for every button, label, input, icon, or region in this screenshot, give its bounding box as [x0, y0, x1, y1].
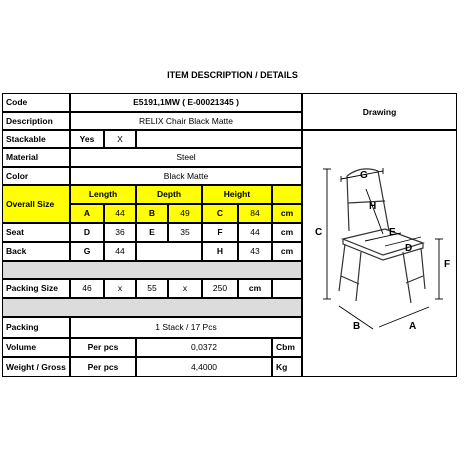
- packing-label: Packing: [2, 317, 70, 338]
- stackable-label: Stackable: [2, 130, 70, 148]
- stackable-empty: [136, 130, 302, 148]
- back-g-value: 44: [104, 242, 136, 261]
- chair-leg-back-left: [339, 244, 345, 291]
- material-value: Steel: [70, 148, 302, 167]
- description-value: RELIX Chair Black Matte: [70, 112, 302, 130]
- drawing-label-a: A: [409, 321, 417, 332]
- depth-header: Depth: [136, 185, 202, 204]
- weight-value: 4,4000: [136, 357, 272, 377]
- volume-unit: Cbm: [272, 338, 302, 357]
- height-header: Height: [202, 185, 272, 204]
- dim-b-letter: B: [136, 204, 168, 223]
- volume-value: 0,0372: [136, 338, 272, 357]
- material-label: Material: [2, 148, 70, 167]
- weight-unit: Kg: [272, 357, 302, 377]
- drawing-label-e: E: [389, 227, 396, 238]
- back-h-letter: H: [202, 242, 238, 261]
- back-unit: cm: [272, 242, 302, 261]
- overall-size-label: Overall Size: [2, 185, 70, 223]
- dim-a-value: 44: [104, 204, 136, 223]
- back-h-value: 43: [238, 242, 272, 261]
- packing-size-v1: 46: [70, 279, 104, 298]
- drawing-label-g: G: [360, 170, 368, 181]
- color-label: Color: [2, 167, 70, 185]
- seat-f-letter: F: [202, 223, 238, 242]
- seat-label: Seat: [2, 223, 70, 242]
- chair-drawing: [303, 131, 456, 376]
- color-value: Black Matte: [70, 167, 302, 185]
- packing-size-x2: x: [168, 279, 202, 298]
- packing-size-x1: x: [104, 279, 136, 298]
- code-value: E5191,1MW ( E-00021345 ): [70, 93, 302, 112]
- chair-leg-brace-1: [341, 276, 359, 284]
- volume-label: Volume: [2, 338, 70, 357]
- packing-size-unit: cm: [238, 279, 272, 298]
- description-label: Description: [2, 112, 70, 130]
- drawing-label-b: B: [353, 321, 361, 332]
- seat-f-value: 44: [238, 223, 272, 242]
- drawing-header: Drawing: [302, 93, 457, 130]
- dim-line-a: [379, 307, 429, 327]
- overall-size-empty: [272, 185, 302, 204]
- packing-size-v2: 55: [136, 279, 168, 298]
- back-label: Back: [2, 242, 70, 261]
- overall-size-unit: cm: [272, 204, 302, 223]
- volume-per: Per pcs: [70, 338, 136, 357]
- stackable-yes: Yes: [70, 130, 104, 148]
- chair-leg-front-left: [356, 252, 361, 301]
- back-empty: [136, 242, 202, 261]
- weight-label: Weight / Gross: [2, 357, 70, 377]
- drawing-label-d: D: [405, 243, 413, 254]
- packing-value: 1 Stack / 17 Pcs: [70, 317, 302, 338]
- drawing-label-h: H: [369, 201, 377, 212]
- dim-b-value: 49: [168, 204, 202, 223]
- seat-e-value: 35: [168, 223, 202, 242]
- drawing-area: [302, 130, 457, 377]
- chair-leg-brace-2: [406, 276, 423, 283]
- weight-per: Per pcs: [70, 357, 136, 377]
- dim-c-value: 84: [238, 204, 272, 223]
- stackable-mark: X: [104, 130, 136, 148]
- seat-d-value: 36: [104, 223, 136, 242]
- dim-c-letter: C: [202, 204, 238, 223]
- drawing-label-f: F: [444, 259, 451, 270]
- seat-unit: cm: [272, 223, 302, 242]
- length-header: Length: [70, 185, 136, 204]
- dim-a-letter: A: [70, 204, 104, 223]
- spacer-row-1: [2, 261, 302, 279]
- chair-leg-front-right: [403, 252, 411, 303]
- seat-e-letter: E: [136, 223, 168, 242]
- back-g-letter: G: [70, 242, 104, 261]
- packing-size-empty: [272, 279, 302, 298]
- seat-d-letter: D: [70, 223, 104, 242]
- spacer-row-2: [2, 298, 302, 317]
- packing-size-v3: 250: [202, 279, 238, 298]
- drawing-label-c: C: [315, 227, 323, 238]
- chair-leg-back-right: [421, 248, 425, 289]
- packing-size-label: Packing Size: [2, 279, 70, 298]
- page-title: ITEM DESCRIPTION / DETAILS: [167, 70, 298, 80]
- chair-back-rail: [348, 201, 385, 203]
- code-label: Code: [2, 93, 70, 112]
